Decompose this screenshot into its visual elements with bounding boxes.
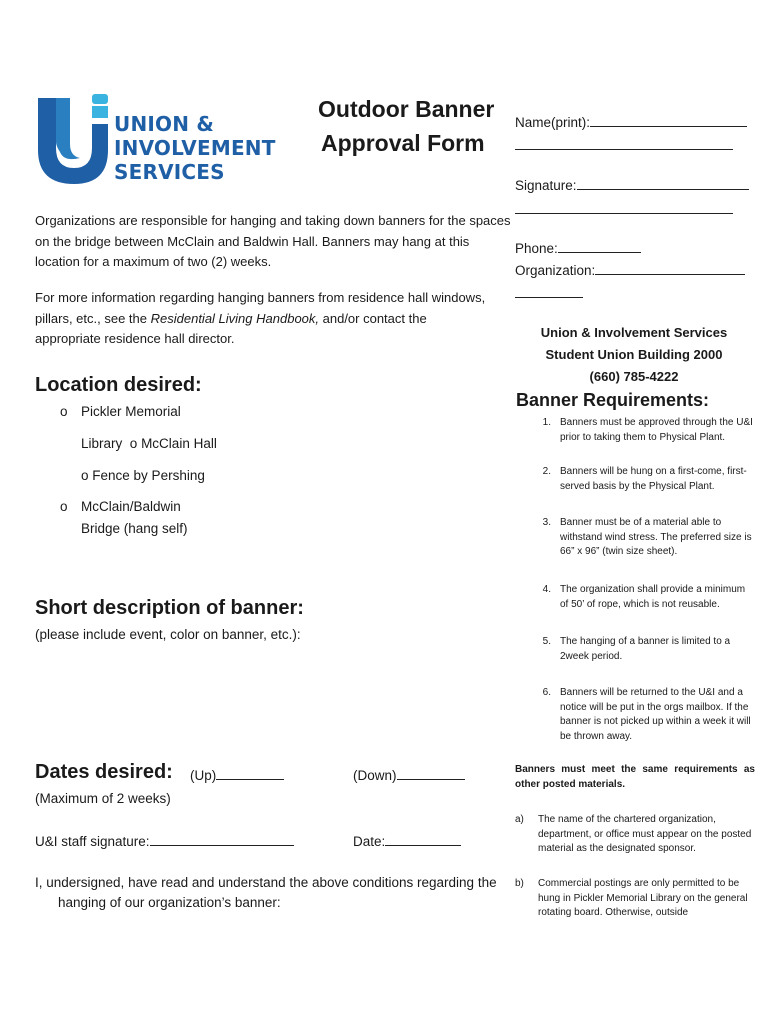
- organization-blank[interactable]: [595, 260, 745, 275]
- date-up-blank[interactable]: [216, 765, 284, 780]
- requirement-item: [516, 416, 756, 445]
- posted-material-letter: a): [515, 814, 524, 825]
- name-label: Name(print):: [515, 115, 591, 130]
- date-down-field[interactable]: [353, 765, 465, 786]
- staff-date-label: Date:: [353, 834, 386, 849]
- requirement-number: 2.: [542, 466, 551, 477]
- date-up-label: (Up): [190, 768, 217, 783]
- organization-label: Organization:: [515, 263, 596, 278]
- date-down-label: (Down): [353, 768, 397, 783]
- phone-blank[interactable]: [558, 238, 641, 253]
- signature-label: Signature:: [515, 178, 577, 193]
- requirement-item: [516, 686, 756, 744]
- logo-text-line2: INVOLVEMENT: [114, 136, 276, 160]
- signature-field[interactable]: [515, 173, 749, 199]
- requirement-item: [516, 583, 756, 612]
- requirement-text: Banners must be approved through the U&I prior to taking them to Physical Plant.: [560, 417, 753, 443]
- description-heading: Short description of banner:: [35, 597, 304, 619]
- option-bullet[interactable]: o: [60, 499, 68, 514]
- location-heading: Location desired:: [35, 374, 202, 396]
- option-fence-label: Fence by Pershing: [92, 468, 205, 483]
- requirement-text: The hanging of a banner is limited to a 2week period.: [560, 636, 731, 662]
- option-mcclain-hall-label: McClain Hall: [141, 436, 217, 451]
- intro-paragraph-2-end: and/or contact the appropriate residence hall director.: [35, 310, 427, 346]
- description-subtext: (please include event, color on banner, etc.):: [35, 627, 301, 642]
- requirement-text: Banner must be of a material able to withstand wind stress. The preferred size is 66” x 96” (twin size sheet).: [560, 517, 752, 557]
- contact-block: [514, 322, 754, 388]
- intro-paragraph-1: Organizations are responsible for hanging and taking down banners for the spaces on the bridge between McClain and Baldwin Hall. Banners may hang at this location for a maximum of two (2) weeks.: [35, 213, 511, 269]
- description-input-area[interactable]: [35, 650, 505, 750]
- posted-material-item: [515, 877, 755, 921]
- posted-material-item: [515, 813, 755, 857]
- staff-date-field[interactable]: [353, 831, 461, 852]
- banner-requirements-heading: Banner Requirements:: [516, 390, 710, 410]
- option-pickler-label-cont: Library: [81, 436, 123, 451]
- phone-label: Phone:: [515, 241, 558, 256]
- logo: [34, 92, 276, 192]
- name-blank[interactable]: [590, 112, 747, 127]
- posted-material-text: Commercial postings are only permitted to be hung in Pickler Memorial Library on the general rotating board. Otherwise, outside: [538, 878, 748, 918]
- staff-signature-field[interactable]: [35, 831, 294, 852]
- requirement-number: 6.: [542, 687, 551, 698]
- requirement-number: 1.: [542, 417, 551, 428]
- location-option-bridge-cont: Bridge (hang self): [81, 521, 188, 536]
- requirement-item: [516, 516, 756, 560]
- requirement-text: The organization shall provide a minimum of 50’ of rope, which is not reusable.: [560, 584, 746, 610]
- acknowledgement-line1: I, undersigned, have read and understand the above conditions regarding the: [35, 875, 497, 890]
- signature-blank-line2[interactable]: [515, 213, 733, 214]
- location-option-pickler[interactable]: [60, 401, 181, 423]
- dates-max-note: (Maximum of 2 weeks): [35, 791, 171, 806]
- logo-text-line3: SERVICES: [114, 160, 225, 184]
- contact-building: Student Union Building 2000: [545, 347, 723, 362]
- dates-heading: Dates desired:: [35, 761, 173, 783]
- form-title-line1: Outdoor Banner: [318, 96, 495, 122]
- requirement-number: 5.: [542, 636, 551, 647]
- date-down-blank[interactable]: [397, 765, 465, 780]
- organization-field[interactable]: [515, 258, 745, 284]
- option-bullet[interactable]: o: [81, 468, 89, 483]
- location-option-fence[interactable]: [81, 465, 205, 487]
- intro-paragraph-2: [35, 288, 495, 350]
- requirement-text: Banners will be returned to the U&I and a notice will be put in the orgs mailbox. If the banner is not picked up within a week it will be thrown away.: [560, 687, 751, 742]
- staff-date-blank[interactable]: [385, 831, 461, 846]
- posted-material-letter: b): [515, 878, 524, 889]
- name-blank-line2[interactable]: [515, 149, 733, 150]
- option-pickler-label: Pickler Memorial: [81, 404, 181, 419]
- option-bullet[interactable]: o: [129, 436, 138, 451]
- option-bullet[interactable]: o: [60, 404, 68, 419]
- requirement-item: [516, 465, 756, 494]
- requirement-text: Banners will be hung on a first-come, first-served basis by the Physical Plant.: [560, 466, 747, 492]
- name-field[interactable]: [515, 110, 747, 136]
- form-title-line2: Approval Form: [321, 130, 485, 156]
- signature-blank[interactable]: [577, 175, 749, 190]
- location-option-bridge[interactable]: [60, 496, 181, 518]
- contact-office: Union & Involvement Services: [540, 325, 728, 340]
- logo-text-line1: UNION &: [114, 112, 214, 136]
- requirement-number: 3.: [542, 517, 551, 528]
- acknowledgement-text: [35, 873, 515, 913]
- organization-blank-line2[interactable]: [515, 297, 583, 298]
- staff-signature-label: U&I staff signature:: [35, 834, 150, 849]
- handbook-title: Residential Living Handbook,: [150, 310, 320, 326]
- intro-paragraph-2-start: For more information regarding hanging banners from residence hall windows, pillars, etc., see the: [35, 290, 486, 326]
- acknowledgement-line2: hanging of our organization’s banner:: [58, 895, 281, 910]
- posted-material-text: The name of the chartered organization, department, or office must appear on the posted material as the designated sponsor.: [538, 814, 752, 854]
- option-bridge-label: McClain/Baldwin: [81, 499, 181, 514]
- date-up-field[interactable]: [190, 765, 284, 786]
- posted-materials-note: Banners must meet the same requirements as other posted materials.: [515, 764, 755, 790]
- requirement-item: [516, 635, 756, 664]
- union-involvement-logo-mark: [34, 92, 112, 188]
- contact-phone: (660) 785-4222: [589, 369, 679, 384]
- requirement-number: 4.: [542, 584, 551, 595]
- location-option-row2: [81, 433, 217, 455]
- form-title: [318, 92, 494, 160]
- staff-signature-blank[interactable]: [150, 831, 294, 846]
